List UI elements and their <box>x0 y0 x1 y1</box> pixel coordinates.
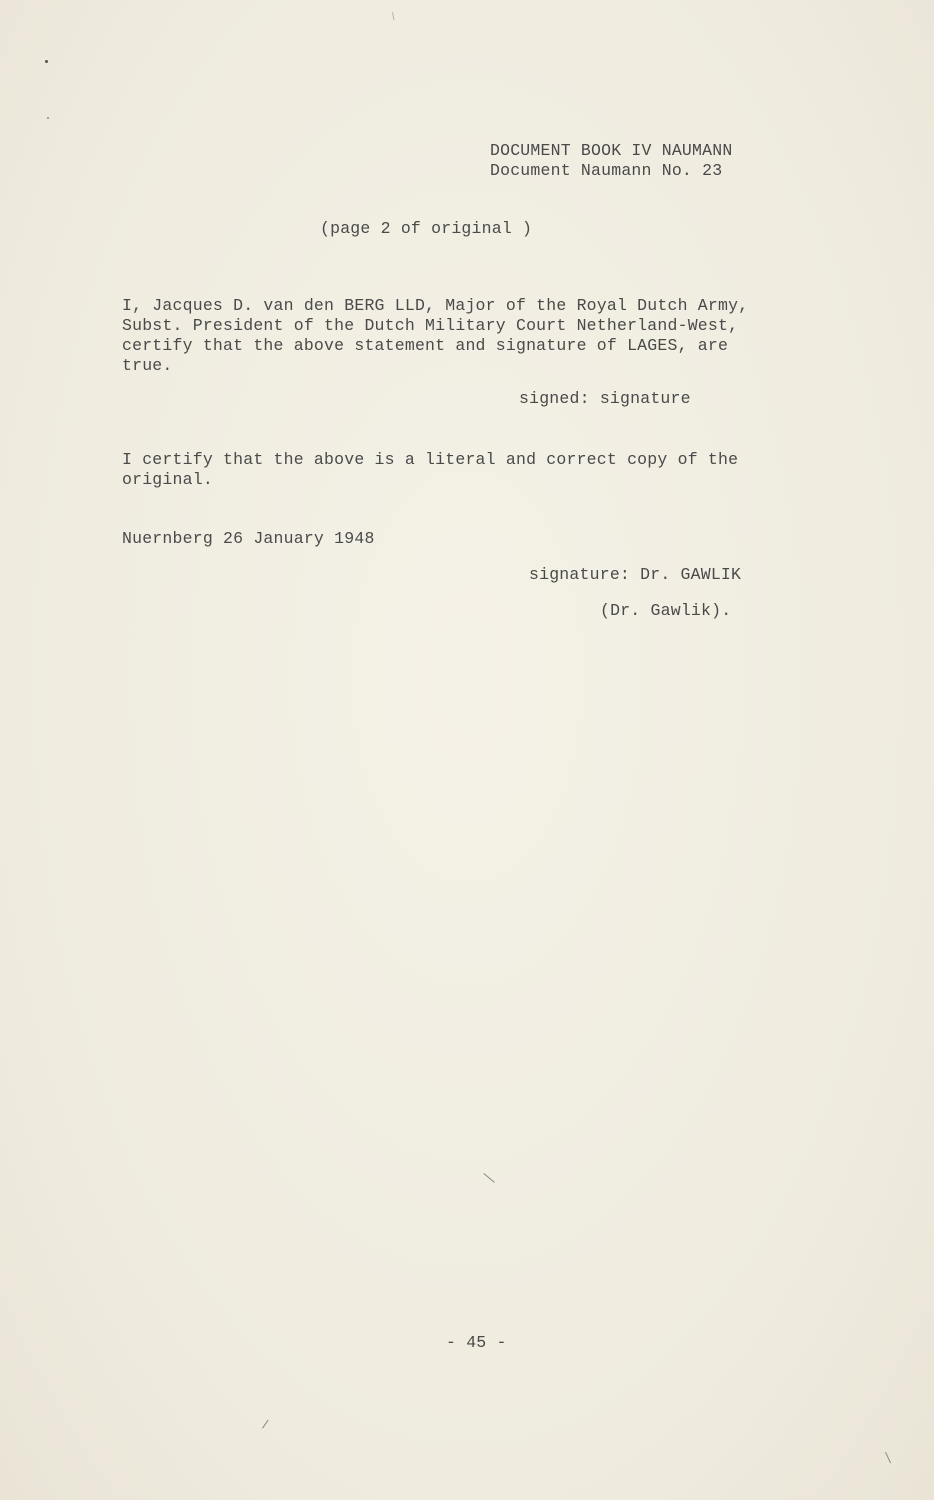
paper-mark <box>262 1420 269 1429</box>
certification-line: Subst. President of the Dutch Military Court Netherland-West, <box>122 316 739 335</box>
signatory-name: (Dr. Gawlik). <box>600 601 732 620</box>
place-date: Nuernberg 26 January 1948 <box>122 529 375 548</box>
certification-line: I, Jacques D. van den BERG LLD, Major of the Royal Dutch Army, <box>122 296 749 315</box>
signature-line: signature: Dr. GAWLIK <box>529 565 742 584</box>
page-number: - 45 - <box>446 1333 507 1352</box>
certification-line: certify that the above statement and signature of LAGES, are <box>122 336 729 355</box>
copy-certification-line: original. <box>122 470 213 489</box>
document-number: Document Naumann No. 23 <box>490 161 723 180</box>
signed-line: signed: signature <box>519 389 691 408</box>
copy-certification-paragraph <box>122 450 738 490</box>
paper-mark <box>392 12 394 20</box>
paper-mark <box>483 1173 494 1183</box>
certification-line: true. <box>122 356 173 375</box>
copy-certification-line: I certify that the above is a literal and correct copy of the <box>122 450 739 469</box>
page-note: (page 2 of original ) <box>320 219 533 238</box>
paper-speck <box>47 117 49 119</box>
paper-mark <box>885 1452 891 1463</box>
paper-speck <box>45 60 48 63</box>
certification-paragraph <box>122 296 748 376</box>
document-book-title: DOCUMENT BOOK IV NAUMANN <box>490 141 733 160</box>
